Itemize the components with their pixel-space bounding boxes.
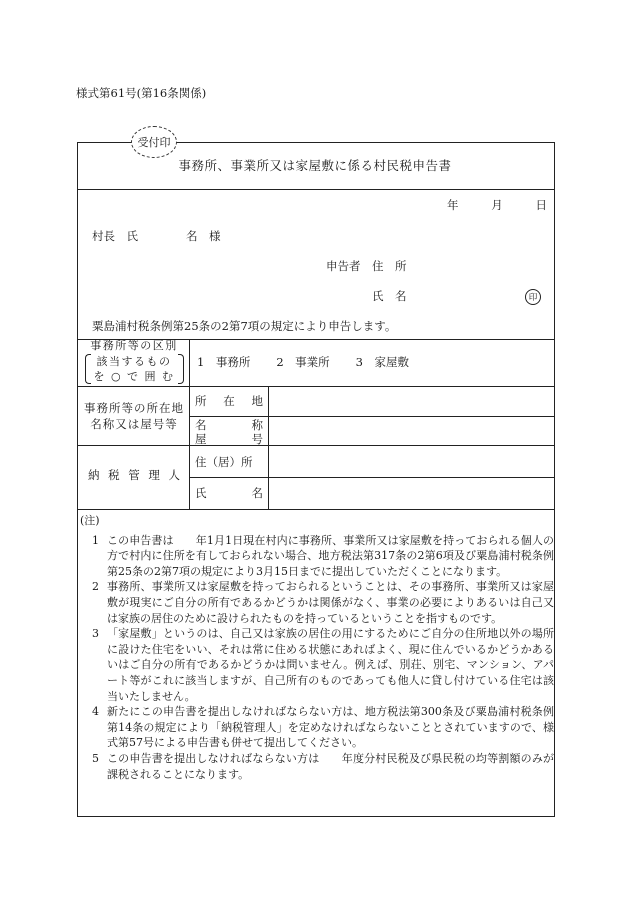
addressee-name: 名 様 [186, 229, 221, 243]
date-day: 日 [535, 198, 547, 212]
option-business-site[interactable]: 2 事業所 [276, 355, 330, 369]
form-title: 事務所、事業所又は家屋敷に係る村民税申告書 [178, 158, 452, 173]
date-line [447, 197, 547, 213]
addressee-mayor: 村長 氏 [92, 229, 138, 243]
legal-basis-text: 粟島浦村税条例第25条の2第7項の規定により申告します。 [92, 319, 397, 333]
date-year: 年 [447, 198, 459, 212]
applicant-name-label: 氏 名 [372, 289, 407, 303]
note-item: 4 新たにこの申告書を提出しなければならない方は、地方税法第300条及び粟島浦村税条例第14条の規定により「納税管理人」を定めなければならないこととされていますので、様式第57号による申告書も併せて提出してください。 [92, 705, 554, 750]
option-office[interactable]: 1 事務所 [197, 355, 251, 369]
divider-tax-manager-inner [189, 477, 554, 478]
bracket-right [178, 354, 184, 384]
tax-manager-address-label: 住（居）所 [195, 455, 253, 469]
note-item: 3 「家屋敷」というのは、自己又は家族の居住の用にするためにご自分の住所地以外の場所に設けた住宅をいい、それは常に住める状態にあればよく、現に住んでいるかどうかあるいはご自分の所有であるかどうかは問いません。例えば、別荘、別宅、マンション、アパート等がこれに該当しますが、自己所有のものであっても他人に貸し付けている住宅は該当いたしません。 [92, 627, 554, 703]
reception-stamp-circle [131, 126, 177, 158]
note-item: 2 事務所、事業所又は家屋敷を持っておられるということは、その事務所、事業所又は家屋敷が現実にご自分の所有であるかどうかは関係がなく、事業の必要によりあるいは自己又は家族の居住のために設けられたものを持っているということを指すものです。 [92, 580, 554, 625]
location-label-line2: 名称又は屋号等 [90, 417, 178, 431]
classification-label-line1: 事務所等の区別 [90, 339, 178, 352]
reception-stamp-label: 受付印 [137, 136, 171, 149]
note-item: 5 この申告書を提出しなければならない方は 年度分村民税及び県民税の均等割額のみが課税されることになります。 [92, 751, 554, 781]
applicant-address-label: 申告者 住 所 [326, 259, 407, 273]
location-label [80, 400, 188, 432]
notes-section [80, 513, 554, 782]
option-residence[interactable]: 3 家屋敷 [355, 355, 409, 369]
classification-label-line2: 該当するもの [96, 354, 172, 368]
tax-manager-label: 納 税 管 理 人 [88, 468, 180, 482]
divider-title [78, 189, 554, 190]
divider-location-inner [189, 416, 554, 417]
classification-label [80, 338, 188, 385]
classification-options [197, 354, 409, 370]
notes-title: (注) [80, 514, 100, 527]
note-item: 1 この申告書は 年1月1日現在村内に事務所、事業所又は家屋敷を持っておられる個人の方で村内に住所を有しておられない場合、地方税法第317条の2第6項及び粟島浦村税条例第25条の2第7項の規定により3月15日までに提出していただくことになります。 [92, 533, 554, 578]
seal-mark: 印 [525, 289, 541, 305]
classification-label-line3: を ○ で 囲 む [93, 370, 175, 383]
form-number: 様式第61号(第16条関係) [76, 86, 207, 100]
column-divider-1 [189, 339, 190, 509]
divider-tax-manager [78, 509, 554, 510]
divider-location [78, 445, 554, 446]
column-divider-2 [268, 386, 269, 509]
date-month: 月 [491, 198, 503, 212]
location-name-label: 名 称 屋 号 [195, 418, 263, 446]
bracket-left [85, 354, 91, 384]
location-label-line1: 事務所等の所在地 [84, 401, 184, 415]
divider-classification [78, 386, 554, 387]
location-address-label: 所 在 地 [195, 394, 263, 408]
tax-manager-name-label: 氏 名 [195, 486, 263, 500]
